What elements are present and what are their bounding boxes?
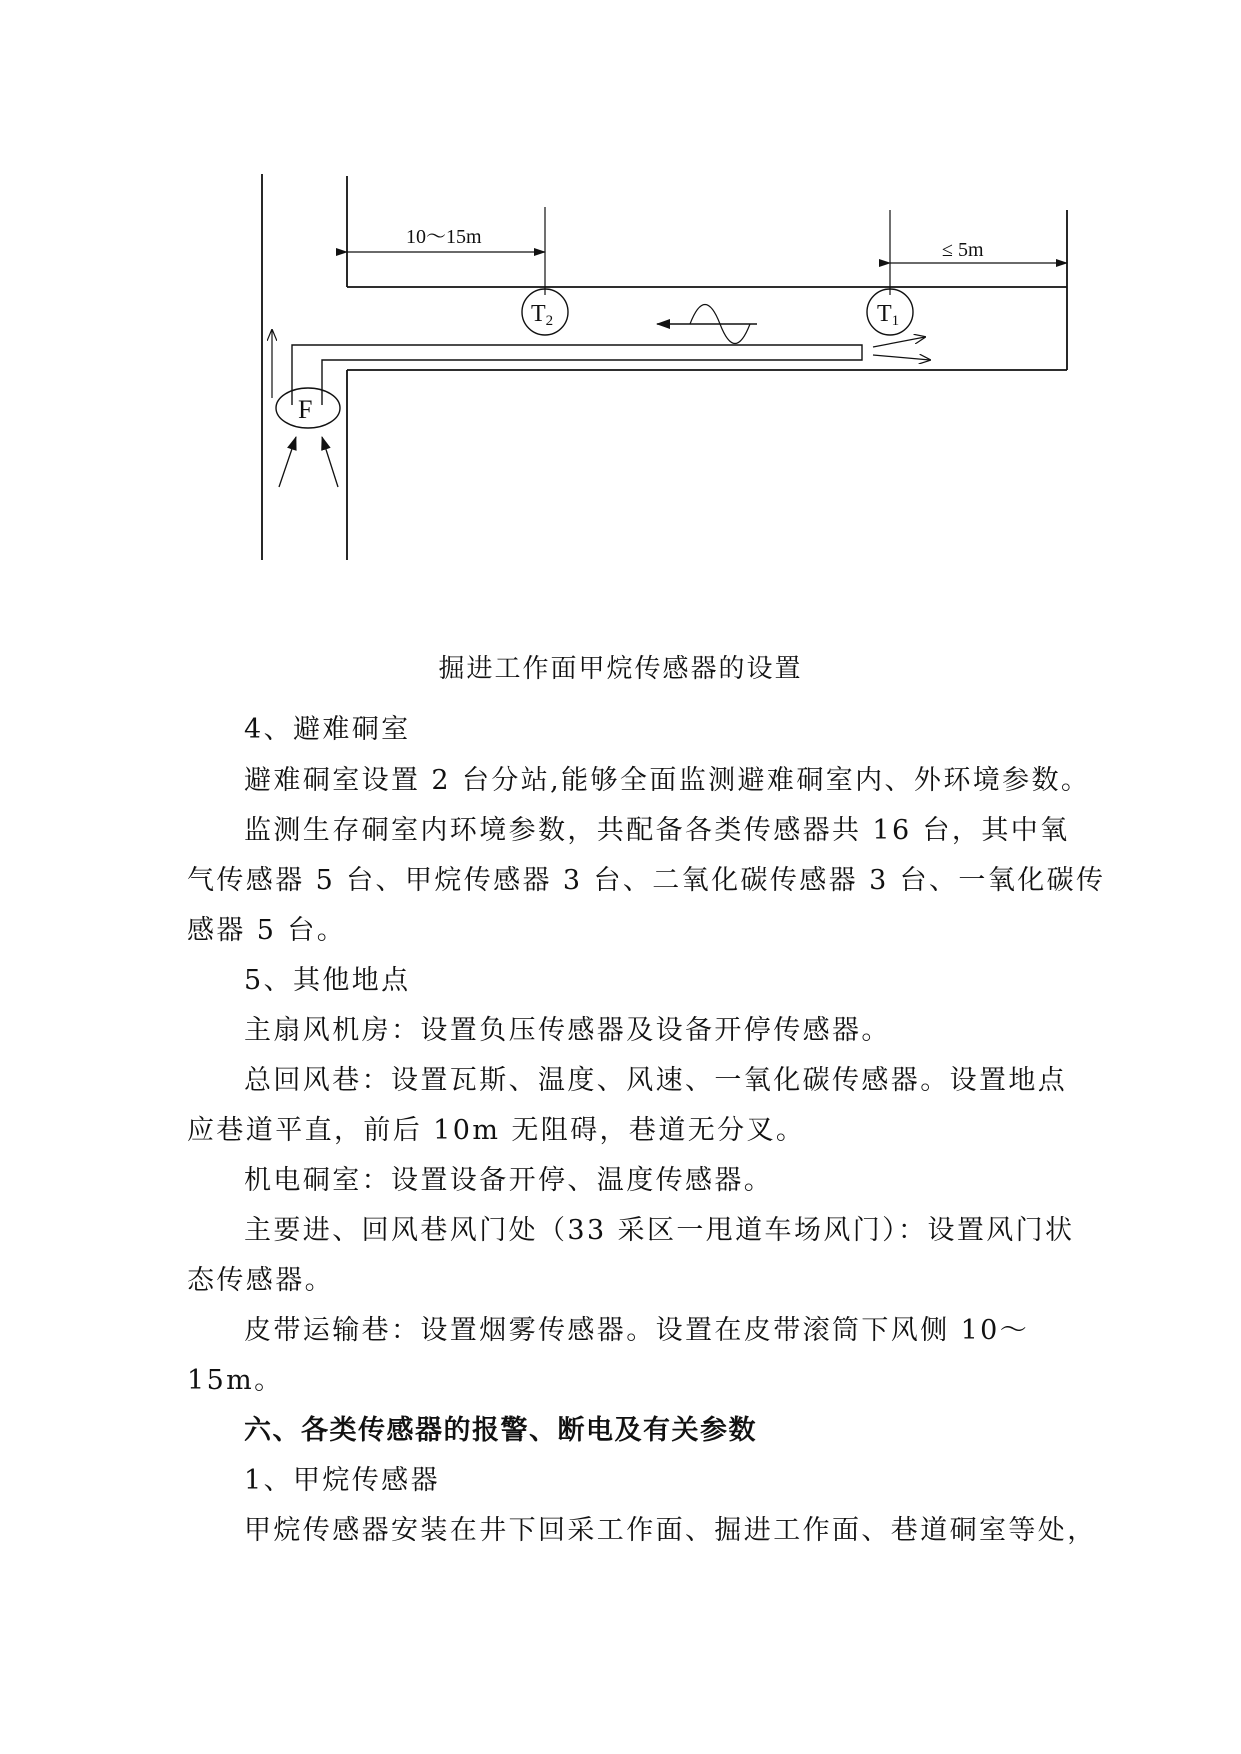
outlet-arrow-upper	[873, 337, 925, 347]
section-5-title: 5、其他地点	[244, 965, 411, 996]
dim-right-label: ≤ 5m	[942, 239, 984, 261]
paragraph-refuge-sensors-line3: 感器 5 台。	[187, 915, 347, 946]
paragraph-belt-roadway-line1: 皮带运输巷：设置烟雾传感器。设置在皮带滚筒下风侧 10～	[244, 1315, 1030, 1346]
paragraph-refuge-sensors-line1: 监测生存硐室内环境参数，共配备各类传感器共 16 台，其中氧	[244, 815, 1070, 846]
paragraph-refuge-sensors-line2: 气传感器 5 台、甲烷传感器 3 台、二氧化碳传感器 3 台、一氧化碳传	[187, 865, 1106, 896]
fan-intake-arrow-left	[279, 437, 296, 487]
section-4-title: 4、避难硐室	[244, 714, 411, 745]
sensor-t1-sub: 1	[891, 313, 900, 329]
outlet-arrow-lower	[873, 355, 930, 360]
section-6-heading: 六、各类传感器的报警、断电及有关参数	[244, 1415, 757, 1446]
paragraph-air-doors-line1: 主要进、回风巷风门处（33 采区一甩道车场风门）：设置风门状	[244, 1215, 1075, 1246]
paragraph-main-fan-room: 主扇风机房：设置负压传感器及设备开停传感器。	[244, 1015, 891, 1046]
paragraph-return-airway-line2: 应巷道平直，前后 10m 无阻碍，巷道无分叉。	[187, 1115, 806, 1146]
svg-text:T1	[877, 301, 899, 329]
paragraph-electrical-chamber: 机电硐室：设置设备开停、温度传感器。	[244, 1165, 774, 1196]
fan-label: F	[298, 395, 313, 424]
sensor-t1-letter: T	[877, 301, 892, 327]
subsection-1-title: 1、甲烷传感器	[244, 1465, 440, 1496]
sensor-t2-letter: T	[531, 301, 546, 327]
paragraph-refuge-stations: 避难硐室设置 2 台分站,能够全面监测避难硐室内、外环境参数。	[244, 765, 1091, 796]
paragraph-air-doors-line2: 态传感器。	[187, 1265, 334, 1296]
ventilation-duct-outer	[292, 345, 862, 405]
figure-caption: 掘进工作面甲烷传感器的设置	[438, 654, 803, 684]
fan-intake-arrow-right	[322, 437, 338, 487]
paragraph-methane-sensor: 甲烷传感器安装在井下回采工作面、掘进工作面、巷道硐室等处，	[244, 1515, 1097, 1546]
paragraph-return-airway-line1: 总回风巷：设置瓦斯、温度、风速、一氧化碳传感器。设置地点	[244, 1065, 1068, 1096]
svg-text:T2	[531, 301, 553, 329]
dim-left-label: 10～15m	[406, 226, 482, 248]
methane-sensor-layout-diagram	[0, 0, 1241, 600]
paragraph-belt-roadway-line2: 15m。	[187, 1365, 284, 1396]
sensor-t2-sub: 2	[545, 313, 554, 329]
